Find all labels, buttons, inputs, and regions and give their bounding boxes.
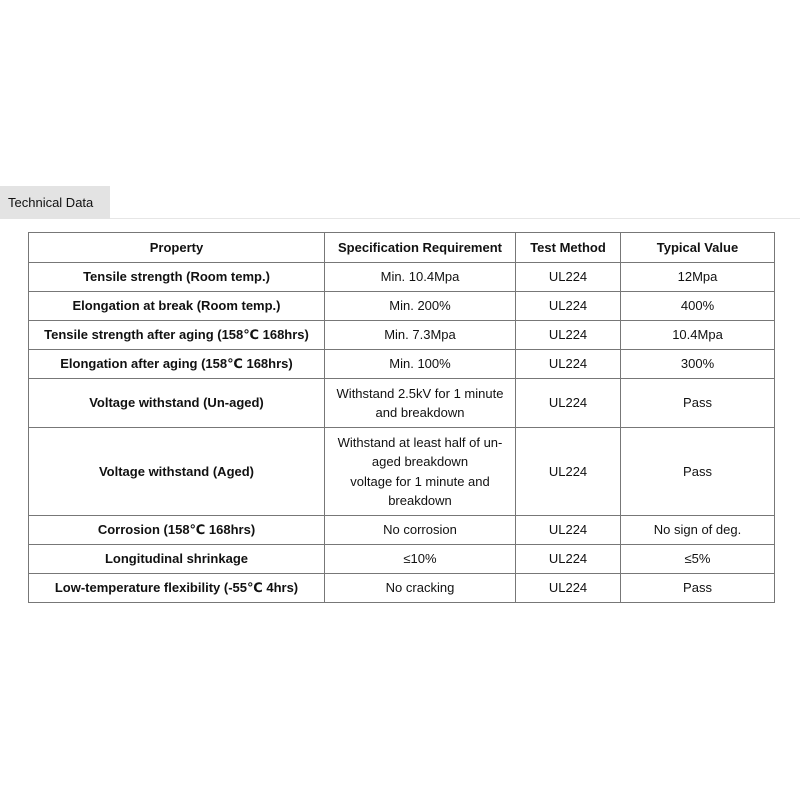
cell-spec: Withstand at least half of un- aged breakdown voltage for 1 minute and breakdown — [325, 428, 516, 516]
table-row — [29, 321, 775, 350]
cell-property: Tensile strength (Room temp.) — [29, 263, 325, 292]
cell-method: UL224 — [516, 574, 621, 603]
cell-typical: 400% — [621, 292, 775, 321]
cell-spec: No cracking — [325, 574, 516, 603]
cell-property: Corrosion (158℃ 168hrs) — [29, 516, 325, 545]
table-row — [29, 379, 775, 428]
cell-method: UL224 — [516, 428, 621, 516]
cell-spec: Min. 100% — [325, 350, 516, 379]
cell-spec: Min. 7.3Mpa — [325, 321, 516, 350]
table-row — [29, 350, 775, 379]
cell-property: Tensile strength after aging (158℃ 168hrs) — [29, 321, 325, 350]
cell-method: UL224 — [516, 292, 621, 321]
cell-property: Elongation after aging (158℃ 168hrs) — [29, 350, 325, 379]
header-property: Property — [29, 233, 325, 263]
cell-method: UL224 — [516, 321, 621, 350]
cell-spec: Min. 10.4Mpa — [325, 263, 516, 292]
cell-property: Low-temperature flexibility (-55℃ 4hrs) — [29, 574, 325, 603]
header-typical-value: Typical Value — [621, 233, 775, 263]
table-row — [29, 292, 775, 321]
header-specification-requirement: Specification Requirement — [325, 233, 516, 263]
cell-method: UL224 — [516, 516, 621, 545]
cell-property: Voltage withstand (Un-aged) — [29, 379, 325, 428]
header-test-method: Test Method — [516, 233, 621, 263]
cell-typical: No sign of deg. — [621, 516, 775, 545]
table-row — [29, 428, 775, 516]
cell-typical: ≤5% — [621, 545, 775, 574]
cell-spec: No corrosion — [325, 516, 516, 545]
tab-technical-data[interactable]: Technical Data — [0, 186, 110, 219]
cell-property: Elongation at break (Room temp.) — [29, 292, 325, 321]
cell-property: Longitudinal shrinkage — [29, 545, 325, 574]
cell-typical: 10.4Mpa — [621, 321, 775, 350]
cell-spec: Withstand 2.5kV for 1 minute and breakdown — [325, 379, 516, 428]
cell-spec: ≤10% — [325, 545, 516, 574]
technical-data-table — [28, 232, 775, 603]
table-row — [29, 263, 775, 292]
cell-property: Voltage withstand (Aged) — [29, 428, 325, 516]
cell-typical: Pass — [621, 379, 775, 428]
table-header-row — [29, 233, 775, 263]
table-row — [29, 574, 775, 603]
table-row — [29, 516, 775, 545]
cell-method: UL224 — [516, 350, 621, 379]
cell-typical: 12Mpa — [621, 263, 775, 292]
cell-method: UL224 — [516, 545, 621, 574]
table-row — [29, 545, 775, 574]
tab-bar — [0, 186, 800, 219]
cell-spec: Min. 200% — [325, 292, 516, 321]
cell-method: UL224 — [516, 379, 621, 428]
cell-typical: Pass — [621, 574, 775, 603]
cell-method: UL224 — [516, 263, 621, 292]
cell-typical: Pass — [621, 428, 775, 516]
cell-typical: 300% — [621, 350, 775, 379]
